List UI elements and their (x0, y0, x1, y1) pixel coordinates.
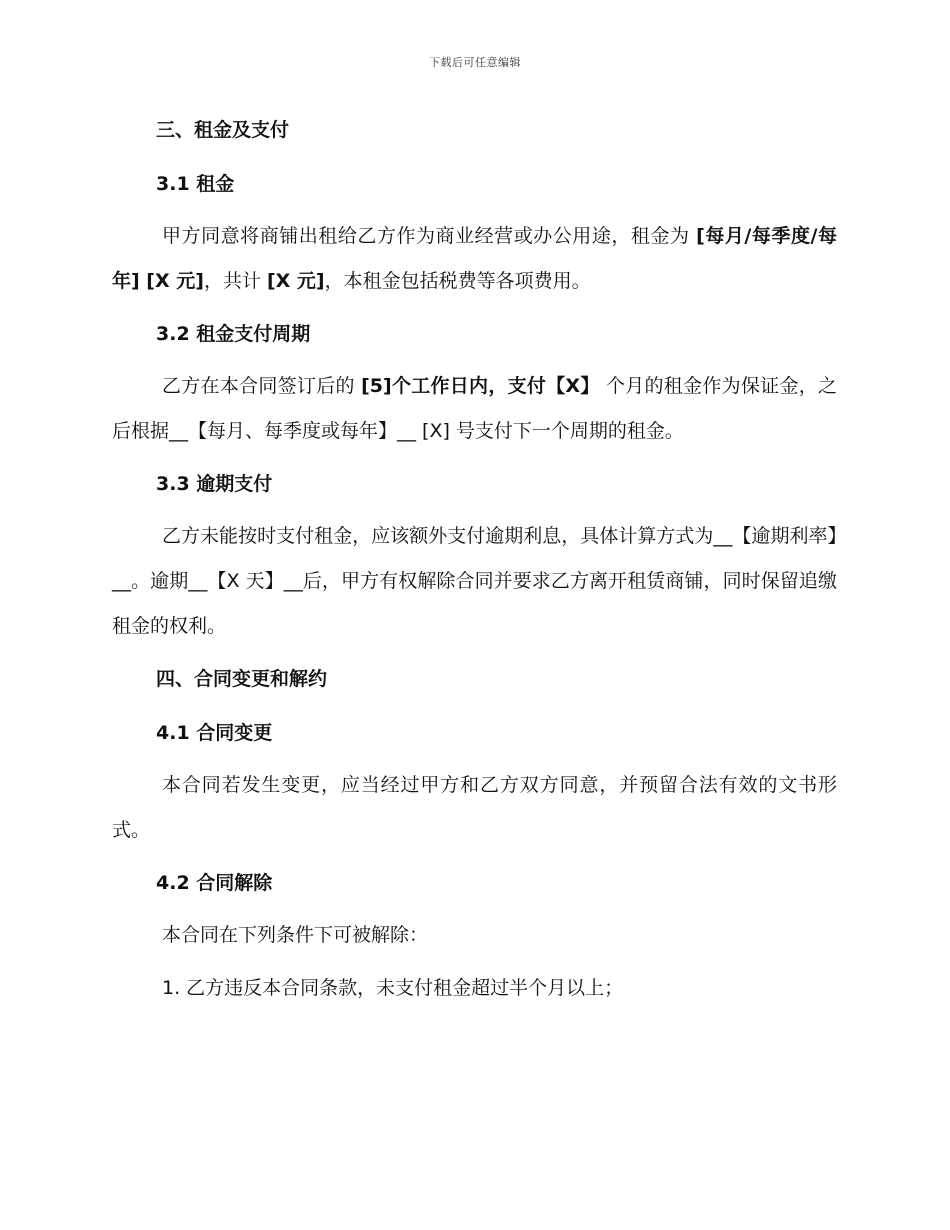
text-run: ，本租金包括税费等各项费用。 (324, 270, 591, 292)
section-3-2-paragraph (112, 364, 837, 454)
section-3-1-paragraph (112, 214, 837, 304)
section-3-3-paragraph: 乙方未能按时支付租金，应该额外支付逾期利息，具体计算方式为__【逾期利率】__。逾期__【X 天】__后，甲方有权解除合同并要求乙方离开租赁商铺，同时保留追缴租金的权利。 (112, 525, 837, 637)
text-run: ，共计 (203, 270, 267, 292)
header-note: 下载后可任意编辑 (429, 56, 521, 69)
section-3-3-heading: 3.3 逾期支付 (156, 473, 273, 495)
section-3-heading: 三、租金及支付 (156, 119, 290, 141)
section-4-2-paragraph: 本合同在下列条件下可被解除： (162, 924, 429, 946)
section-4-1-heading: 4.1 合同变更 (156, 722, 273, 744)
section-4-heading: 四、合同变更和解约 (156, 668, 328, 690)
list-item: 1. 乙方违反本合同条款，未支付租金超过半个月以上； (162, 977, 624, 999)
section-4-2-heading: 4.2 合同解除 (156, 872, 273, 894)
bold-run: [每月/每季度/每年] [X 元] (112, 225, 837, 292)
bold-run: [5]个工作日内，支付【X】 (361, 375, 600, 397)
text-run: 甲方同意将商铺出租给乙方作为商业经营或办公用途，租金为 (162, 225, 697, 247)
text-run: 乙方在本合同签订后的 (162, 375, 362, 397)
section-3-1-heading: 3.1 租金 (156, 173, 235, 195)
document-body (112, 112, 837, 1011)
section-3-2-heading: 3.2 租金支付周期 (156, 323, 311, 345)
section-4-1-paragraph: 本合同若发生变更，应当经过甲方和乙方双方同意，并预留合法有效的文书形式。 (112, 774, 837, 841)
bold-run: [X 元] (266, 270, 325, 292)
text-run: 个月的租金作为保证金，之后根据__【每月、每季度或每年】__ [X] 号支付下一个周期的租金。 (112, 375, 837, 442)
